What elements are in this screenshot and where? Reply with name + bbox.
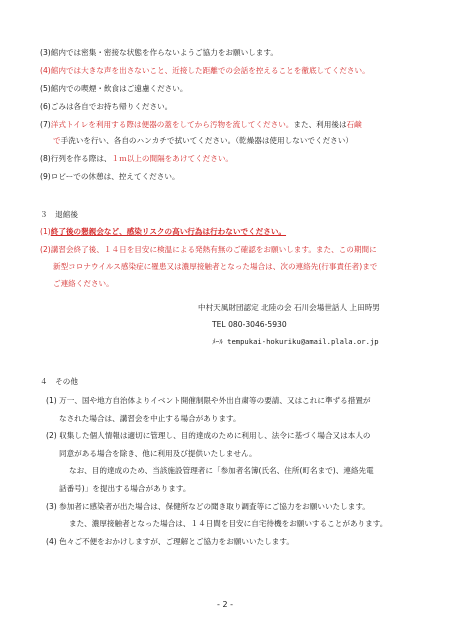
list-item-continuation: 新型コロナウイルス感染症に罹患又は濃厚接触者となった場合は、次の連絡先(行事責任者)まで: [53, 262, 378, 271]
section-heading: ４ その他: [40, 377, 78, 386]
list-item: 同意がある場合を除き、他に利用及び提供いたしません。: [59, 448, 257, 458]
list-item: (4) 色々ご不便をおかけしますが、ご理解とご協力をお願いいたします。: [46, 536, 294, 546]
list-item: (2) 収集した個人情報は適切に管理し、目的達成のために利用し、法令に基づく場合又は本人の: [46, 431, 371, 441]
contact-org: 中村天風財団認定 北陸の会 石川会場世話人 上田時男: [198, 303, 380, 312]
list-item: (2)講習会終了後、１４日を目安に検温による発熱有無のご確認をお願いします。また、この期間に: [40, 245, 377, 254]
list-item: (6)ごみは各自でお持ち帰りください。: [40, 102, 173, 111]
list-item: (1) 万一、国や地方自治体よりイベント開催制限や外出自粛等の要請、又はこれに準ずる措置が: [46, 396, 371, 405]
list-item: (4)館内では大きな声を出さないこと、近接した距離での会話を控えることを徹底してください。: [40, 66, 370, 75]
list-item-continuation: ご連絡ください。: [53, 279, 114, 288]
list-item: (3) 参加者に感染者が出た場合は、保健所などの聞き取り調査等にご協力をお願いいたします。: [46, 501, 370, 511]
section-heading: ３ 退館後: [40, 210, 78, 219]
list-item: なされた場合は、講習会を中止する場合があります。: [59, 413, 241, 423]
list-item: (7)洋式トイレを利用する際は便器の蓋をしてから汚物を流してください。また、利用後は石鹸: [40, 120, 362, 129]
contact-tel: TEL 080-3046-5930: [212, 320, 287, 329]
list-item: (5)館内での喫煙・飲食はご遠慮ください。: [40, 84, 188, 93]
list-item: (1)終了後の懇親会など、感染リスクの高い行為は行わないでください。: [40, 227, 287, 236]
list-item-continuation: で手洗いを行い、各自のハンカチで拭いてください。（乾燥器は使用しないでください）: [53, 136, 353, 145]
list-item: (8)行列を作る際は、１ｍ以上の間隔をあけてください。: [40, 154, 234, 163]
list-item: (3)館内では密集・密接な状態を作らないようご協力をお願いします。: [40, 48, 278, 57]
list-item: また、濃厚接触者となった場合は、１４日間を目安に自宅待機をお願いすることがあります。: [69, 519, 388, 529]
contact-mail: ﾒｰﾙ tempukai-hokuriku@amail.plala.or.jp: [212, 337, 379, 346]
list-item: なお、目的達成のため、当該施設管理者に「参加者名簿(氏名、住所(町名まで)、連絡先電: [69, 466, 374, 476]
list-item: 話番号)」を提出する場合があります。: [59, 484, 191, 493]
list-item: (9)ロビーでの休憩は、控えてください。: [40, 172, 180, 181]
page-number: - 2 -: [217, 600, 233, 609]
